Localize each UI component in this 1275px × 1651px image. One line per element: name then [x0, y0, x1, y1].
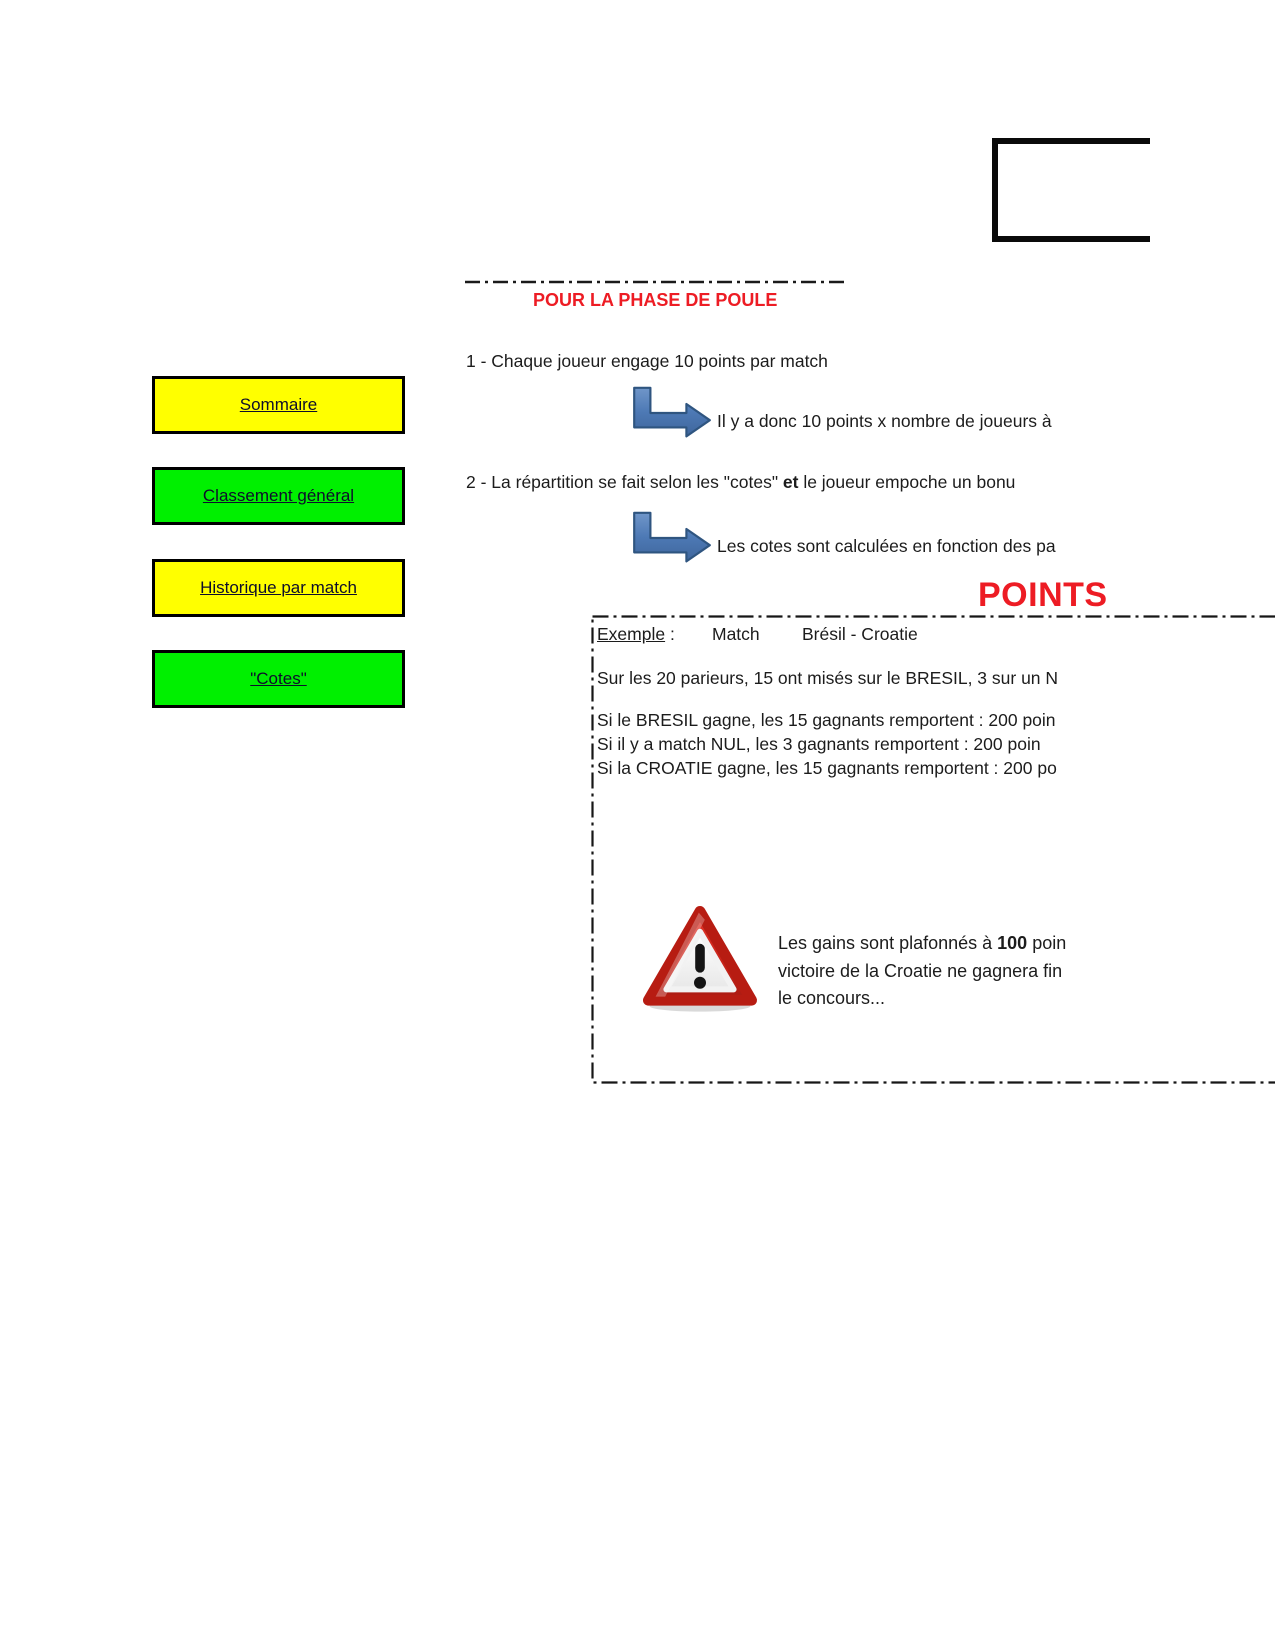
- empty-callout-box: [992, 138, 1150, 242]
- sidebar-button-cotes[interactable]: "Cotes": [152, 650, 405, 708]
- rule-2-note: Les cotes sont calculées en fonction des pa: [717, 536, 1056, 556]
- section-heading: POUR LA PHASE DE POULE: [533, 290, 778, 310]
- rule-2-suffix: le joueur empoche un bonu: [798, 472, 1016, 492]
- example-match-label: Match: [712, 624, 760, 644]
- elbow-arrow-icon: [628, 386, 716, 440]
- sidebar-button-classement-general[interactable]: Classement général: [152, 467, 405, 525]
- warning-line-2: victoire de la Croatie ne gagnera fin: [778, 960, 1063, 981]
- warning-line-1-bold: 100: [997, 933, 1028, 953]
- points-heading: POINTS: [978, 576, 1108, 614]
- rule-2-text: [466, 470, 1015, 494]
- rule-1-text: 1 - Chaque joueur engage 10 points par match: [466, 351, 828, 371]
- example-label: [597, 622, 675, 646]
- elbow-arrow-icon: [628, 511, 716, 565]
- example-line: Sur les 20 parieurs, 15 ont misés sur le BRESIL, 3 sur un N: [597, 668, 1059, 688]
- rule-2-prefix: 2 - La répartition se fait selon les "cotes": [466, 472, 783, 492]
- example-word: Exemple: [597, 624, 666, 644]
- warning-line-3: le concours...: [778, 988, 886, 1008]
- warning-line-1-prefix: Les gains sont plafonnés à: [778, 933, 998, 953]
- example-line: Si la CROATIE gagne, les 15 gagnants remportent : 200 po: [597, 758, 1057, 778]
- dash-dot-divider-icon: [465, 279, 847, 285]
- sidebar-button-sommaire[interactable]: Sommaire: [152, 376, 405, 434]
- warning-text: [778, 930, 1066, 1013]
- example-line: Si il y a match NUL, les 3 gagnants remportent : 200 poin: [597, 734, 1041, 754]
- rule-1-note: Il y a donc 10 points x nombre de joueurs à: [717, 411, 1052, 431]
- sidebar-button-historique-par-match[interactable]: Historique par match: [152, 559, 405, 617]
- warning-triangle-icon: [640, 900, 760, 1014]
- example-colon: :: [665, 624, 675, 644]
- warning-line-1-suffix: poin: [1027, 933, 1067, 953]
- example-line: Si le BRESIL gagne, les 15 gagnants remportent : 200 poin: [597, 710, 1056, 730]
- rule-2-bold-word: et: [782, 472, 799, 492]
- warning-line-1: [778, 930, 1066, 958]
- example-teams: Brésil - Croatie: [802, 624, 918, 644]
